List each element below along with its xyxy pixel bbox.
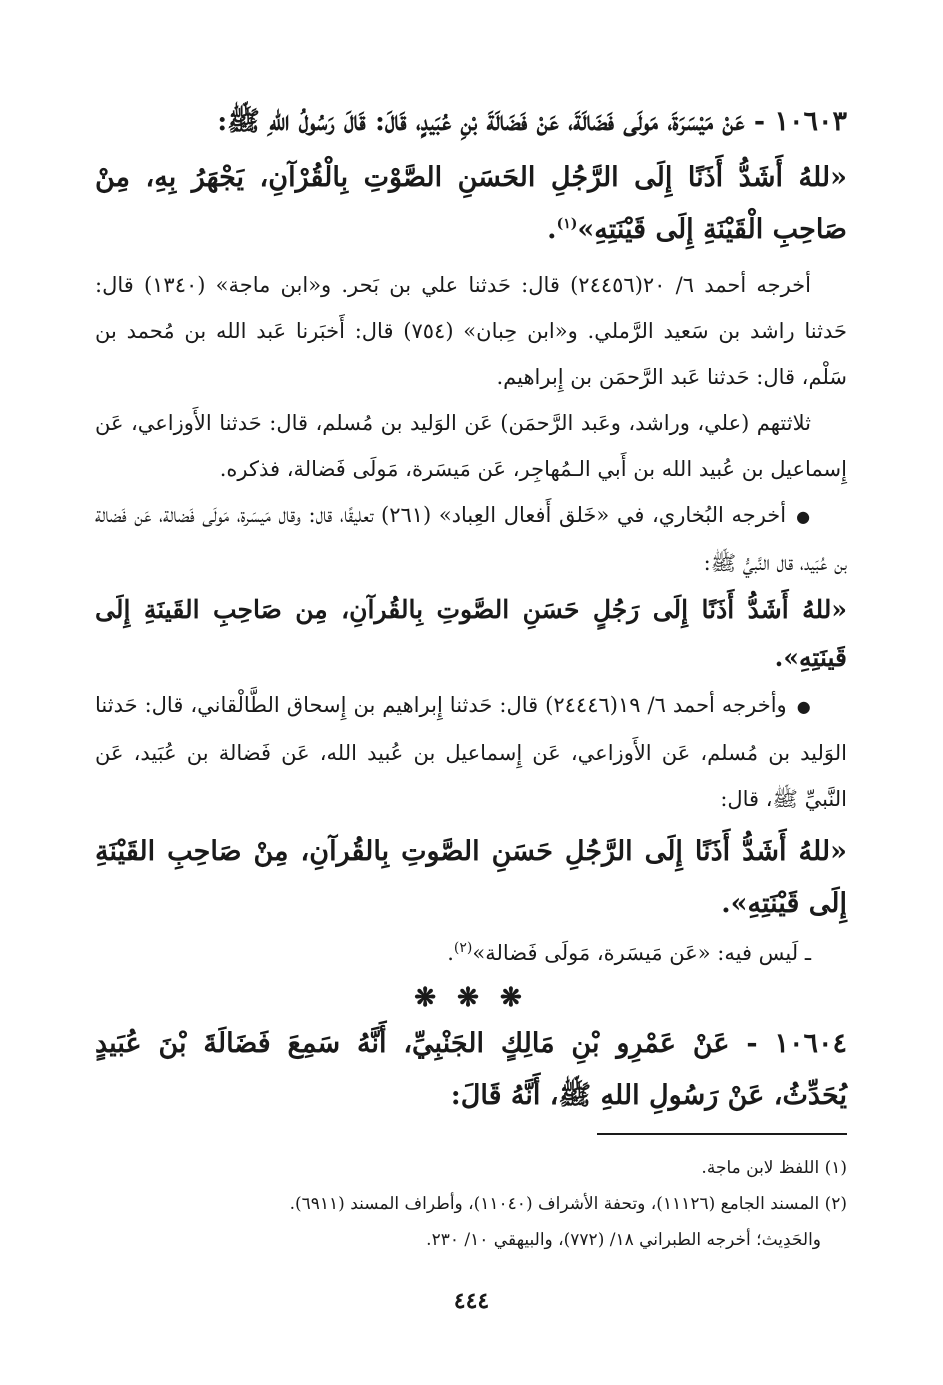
hadith-chain: - عَنْ عَمْرِو بْنِ مَالِكٍ الجَنْبِيِّ، أَنَّهُ سَمِعَ فَضَالَةَ بْنَ عُبَيدٍ يُحَدِّثُ، عَنْ رَسُولِ اللهِ ﷺ، أَنَّهُ قَالَ: xyxy=(95,1028,847,1111)
ahmad-2-matn: «للهُ أَشَدُّ أَذَنًا إِلَى الرَّجُلِ حَسَنِ الصَّوتِ بِالقُرآنِ، مِنْ صَاحِبِ القَيْنَةِ إِلَى قَيْنَتِهِ». xyxy=(95,836,847,919)
ahmad-2-text: وأخرجه أحمد ٦/ ١٩(٢٤٤٤٦) قال: حَدثنا إِبراهيم بن إِسحاق الطَّالْقاني، قال: حَدثنا الوَليد بن مُسلم، عَن الأَوزاعي، عَن إِسماعيل بن عُبيد الله، عَن فَضالة بن عُبَيد، عَن النَّبيِّ ﷺ، قال: xyxy=(95,693,847,811)
takhrij-common-chain: ثلاثتهم (علي، وراشد، وعَبد الرَّحمَن) عَن الوَليد بن مُسلم، قال: حَدثنا الأَوزاعي، عَن إِسماعيل بن عُبيد الله بن أَبي الـمُهاجِر، عَن مَيسَرة، مَولَى فَضالة، فذكره. xyxy=(95,411,847,481)
footnote-2-continuation: والحَدِيث؛ أخرجه الطبراني ١٨/ (٧٧٢)، والبيهقي ١٠/ ٢٣٠. xyxy=(426,1230,821,1250)
bullet-icon: ● xyxy=(796,697,811,716)
hadith-number: ١٠٦٠٣ xyxy=(774,106,847,137)
variant-note: ـ لَيس فيه: «عَن مَيسَرة، مَولَى فَضالة»$^{(٢)}$. xyxy=(447,940,811,965)
hadith-10603-header xyxy=(95,96,847,148)
bukhari-matn: «للهُ أَشَدُّ أَذَنًا إِلَى رَجُلٍ حَسَنِ الصَّوتِ بِالقُرآنِ، مِن صَاحِبِ القَينَةِ إِلَى قَينَتِهِ». xyxy=(95,595,847,672)
main-text xyxy=(95,96,847,1122)
page-number: ٤٤٤ xyxy=(453,1288,490,1314)
bukhari-text: أخرجه البُخاري، في «خَلق أَفعال العِباد» (٢٦١) تعليقًا، قال: وقال مَيسَرة، مَولَى فَضالة، عَن فَضالة بن عُبَيد، قال النَّبيُّ ﷺ: xyxy=(95,503,847,575)
bullet-icon: ● xyxy=(796,507,811,526)
hadith-chain: - عَنْ مَيْسَرَةَ، مَولَى فَضَالَةَ، عَنْ فَضَالَةَ بْنِ عُبَيدٍ، قَالَ: قَالَ رَسُولُ اللهِ ﷺ: xyxy=(217,106,766,137)
footnotes xyxy=(95,1150,847,1258)
hadith-10604-header xyxy=(95,1018,847,1122)
note-text: ـ لَيس فيه: «عَن مَيسَرة، مَولَى فَضالة» xyxy=(472,941,811,965)
takhrij-ahmad-ibnmajah-ibnhibban: أخرجه أحمد ٦/ ٢٠(٢٤٤٥٦) قال: حَدثنا علي بن بَحر. و«ابن ماجة» (١٣٤٠) قال: حَدثنا راشد بن سَعيد الرَّملي. و«ابن حِبان» (٧٥٤) قال: أَخبَرنا عَبد الله بن مُحمد بن سَلْم، قال: حَدثنا عَبد الرَّحمَن بن إِبراهيم. xyxy=(95,273,847,389)
footnote-marker-1: (١) xyxy=(556,216,578,232)
footnote-1: (١) اللفظ لابن ماجة. xyxy=(701,1158,847,1178)
matn-text: «للهُ أَشَدُّ أَذَنًا إِلَى الرَّجُلِ الحَسَنِ الصَّوْتِ بِالْقُرْآنِ، يَجْهَرُ بِهِ، مِنْ صَاحِبِ الْقَيْنَةِ إِلَى قَيْنَتِهِ» xyxy=(95,162,847,245)
takhrij-bukhari xyxy=(95,492,847,586)
section-separator: ❋ ❋ ❋ xyxy=(414,983,528,1013)
hadith-number: ١٠٦٠٤ xyxy=(774,1028,847,1059)
footnote-divider xyxy=(597,1133,847,1135)
footnote-marker-2: (٢) xyxy=(453,940,473,956)
takhrij-ahmad-2 xyxy=(95,682,847,822)
footnote-2: (٢) المسند الجامع (١١١٢٦)، وتحفة الأشراف (١١٠٤٠)، وأطراف المسند (٦٩١١). xyxy=(289,1194,847,1214)
hadith-10603-matn: «للهُ أَشَدُّ أَذَنًا إِلَى الرَّجُلِ الحَسَنِ الصَّوْتِ بِالْقُرْآنِ، يَجْهَرُ بِهِ، مِنْ صَاحِبِ الْقَيْنَةِ إِلَى قَيْنَتِهِ»$^{(١)}$. xyxy=(95,162,847,245)
